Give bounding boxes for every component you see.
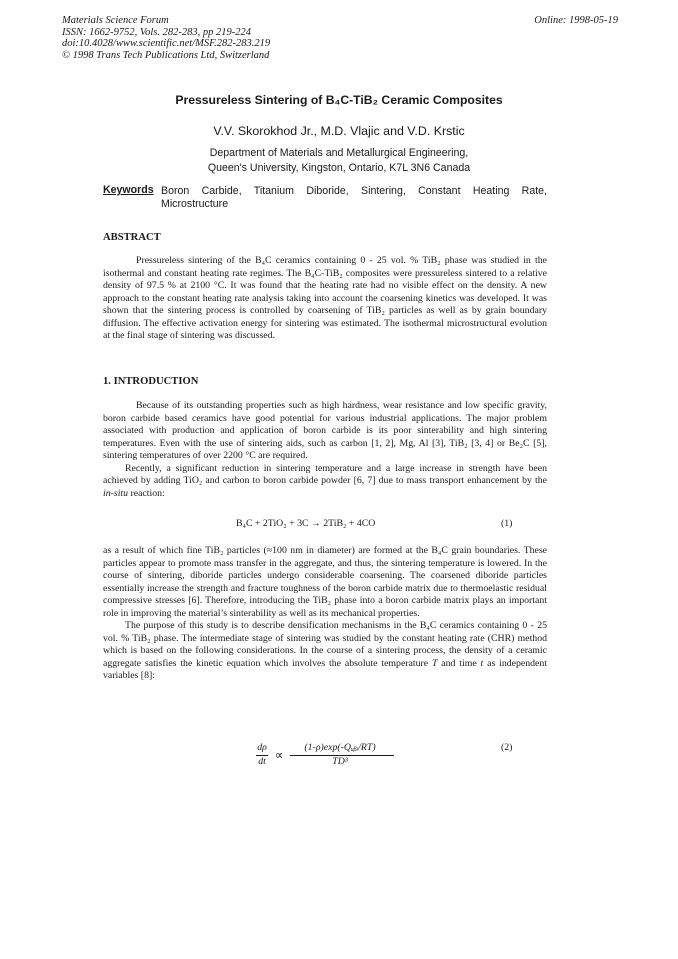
- abstract-body: [103, 255, 547, 343]
- keywords-line-1: Boron Carbide, Titanium Diboride, Sintering, Constant Heating Rate,: [161, 185, 547, 197]
- eq2-proportional-sign: ∝: [274, 748, 284, 762]
- in-situ-term: in-situ: [103, 487, 129, 499]
- variable-t: t: [480, 657, 484, 669]
- journal-name: Materials Science Forum: [62, 15, 169, 26]
- keywords-line-2: Microstructure: [161, 198, 229, 210]
- abstract-paragraph: Pressureless sintering of the B₄C ceramics containing 0 - 25 vol. % TiB₂ phase was studied in the isothermal and constant heating rate regimes. The B₄C-TiB₂ composites were pressureless sintered to a relative density of 97.5 % at 2100 °C. It was found that the heating rate had no visible effect on the density. A new approach to the constant heating rate analysis taking into account the coarsening kinetics was developed. It was shown that the sintering process is controlled by coarsening of TiB₂ particles as well as by grain boundary diffusion. The effective activation energy for sintering was estimated. The isothermal microstructural evolution at the final stage of sintering was discussed.: [103, 255, 547, 341]
- copyright-line: © 1998 Trans Tech Publications Ltd, Switzerland: [62, 49, 270, 61]
- equation-2-number: (2): [501, 742, 513, 753]
- online-date: Online: 1998-05-19: [534, 15, 618, 26]
- eq2-lhs-numerator: dρ: [257, 742, 267, 753]
- paper-authors: V.V. Skorokhod Jr., M.D. Vlajic and V.D. Krstic: [213, 124, 465, 138]
- intro-paragraph-2-main: Recently, a significant reduction in sintering temperature and a large increase in strength have been achieved by adding TiO₂ and carbon to boron carbide powder [6, 7] due to mass transport enhancement by the: [103, 462, 547, 486]
- intro-paragraph-4-main: The purpose of this study is to describe densification mechanisms in the B₄C ceramics containing 0 - 25 vol. % TiB₂ phase. The intermediate stage of sintering was studied by the constant heating rate (CHR) method which is based on the following considerations. In the course of a sintering process, the density of a ceramic aggregate satisfies the kinetic equation which involves the absolute temperature: [103, 620, 547, 669]
- intro-paragraph-2-end: reaction:: [128, 487, 165, 499]
- affiliation-line-2: Queen's University, Kingston, Ontario, K7L 3N6 Canada: [207, 161, 471, 174]
- introduction-body-continued: [103, 545, 547, 683]
- doi-link[interactable]: doi:10.4028/www.scientific.net/MSF.282-283.219: [62, 38, 271, 50]
- equation-1: B₄C + 2TiO₂ + 3C → 2TiB₂ + 4CO: [236, 518, 376, 529]
- eq2-lhs-denominator: dt: [258, 756, 266, 767]
- introduction-heading: 1. INTRODUCTION: [103, 376, 199, 387]
- intro-paragraph-4: [103, 620, 547, 683]
- introduction-body: [103, 400, 547, 500]
- intro-paragraph-1: Because of its outstanding properties such as high hardness, wear resistance and low specific gravity, boron carbide based ceramics have good potential for various industrial applications. The major problem associated with production and application of boron carbide is its poor sinterability and high sintering temperatures. Even with the use of sintering aids, such as carbon [1, 2], Mg, Al [3], TiB₂ [3, 4] or Be₂C [5], sintering temperatures of over 2200 °C are required.: [103, 400, 547, 461]
- abstract-heading: ABSTRACT: [103, 232, 161, 243]
- journal-header: [62, 15, 270, 61]
- eq2-rhs-denominator: TD³: [332, 756, 348, 767]
- eq2-rhs-numerator: (1-ρ)exp(-Qᵤᵦᵢ/RT): [304, 742, 376, 753]
- paper-title: Pressureless Sintering of B₄C-TiB₂ Ceramic Composites: [175, 93, 503, 107]
- issn-line: ISSN: 1662-9752, Vols. 282-283, pp 219-224: [62, 26, 251, 38]
- intro-paragraph-4-and: and time: [437, 657, 481, 669]
- affiliation: [0, 146, 678, 175]
- intro-paragraph-3: as a result of which fine TiB₂ particles (≈100 nm in diameter) are formed at the B₄C grain boundaries. These particles appear to promote mass transfer in the aggregate, and thus, the sintering temperature is lowered. In the course of sintering, diboride particles undergo considerable coarsening. The coarsened diboride particles essentially increase the strength and fracture toughness of the boron carbide matrix due to thermoelastic residual compressive stresses [6]. Therefore, introducing the TiB₂ phase into a boron carbide matrix plays an important role in improving the material’s sinterability as well as its mechanical properties.: [103, 545, 547, 619]
- affiliation-line-1: Department of Materials and Metallurgical Engineering,: [209, 147, 469, 159]
- intro-paragraph-4-end: as independent variables [8]:: [103, 657, 547, 681]
- intro-paragraph-2: [103, 463, 547, 501]
- equation-1-number: (1): [501, 518, 513, 529]
- variable-T: T: [431, 657, 438, 669]
- keywords-label: Keywords: [103, 184, 154, 196]
